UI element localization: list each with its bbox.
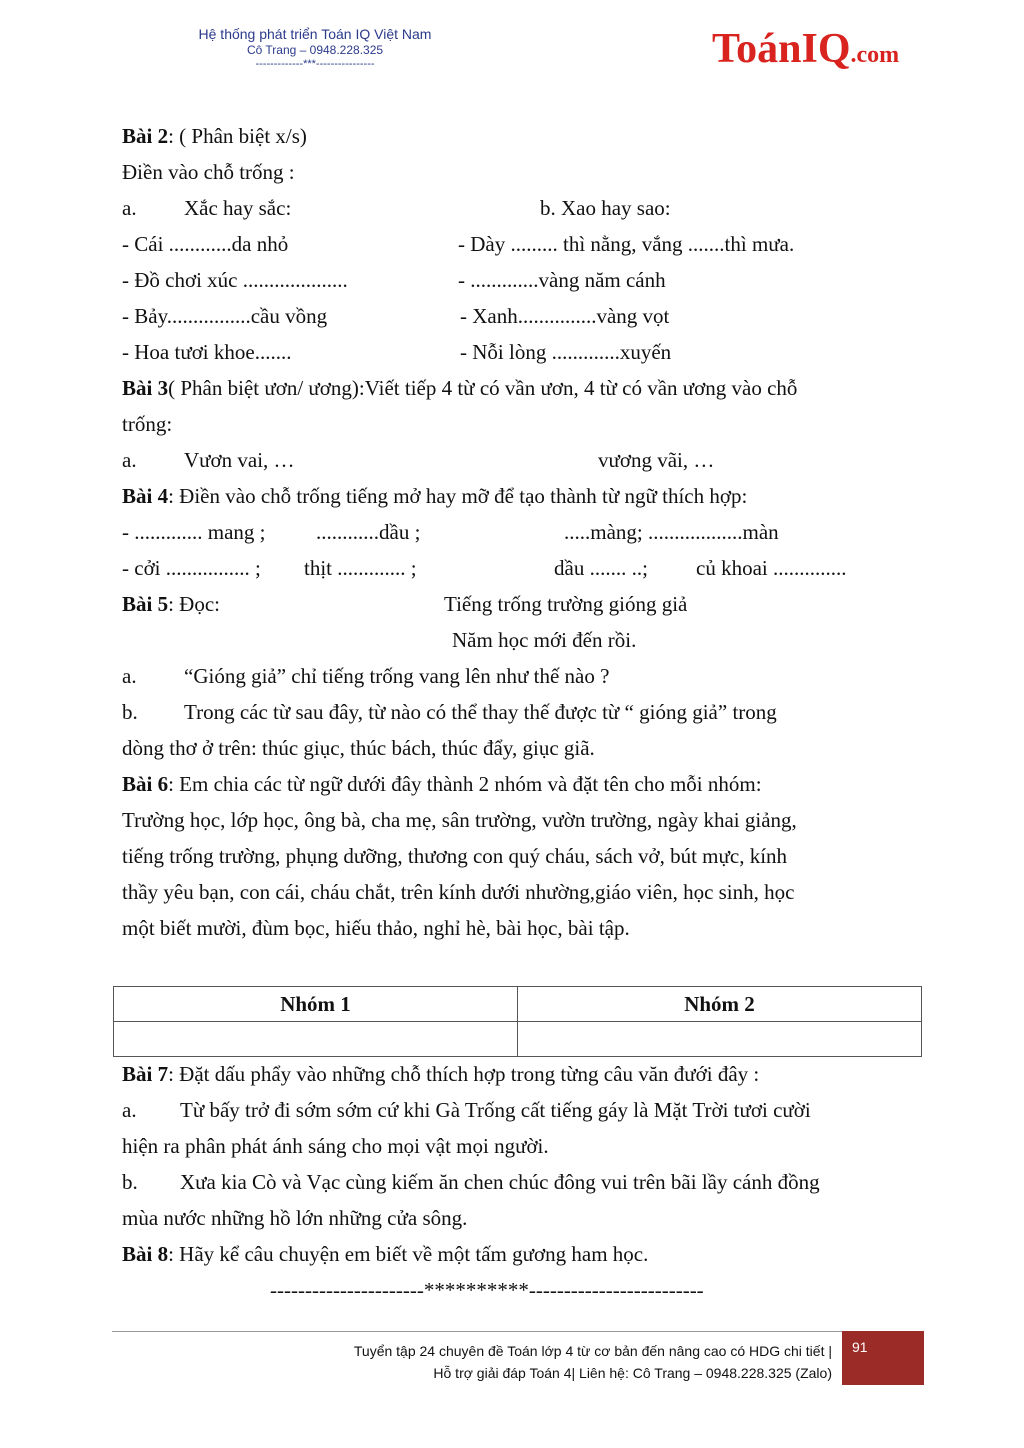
end-divider: ----------------------**********------------------------- xyxy=(270,1278,704,1302)
exercise-body-2 xyxy=(122,1056,922,1308)
bai7-a-cont: hiện ra phân phát ánh sáng cho mọi vật mọi người. xyxy=(122,1134,549,1158)
page-header xyxy=(150,26,480,71)
page-number: 91 xyxy=(852,1339,868,1355)
exercise-body xyxy=(122,118,922,946)
bai2-row: - Cái ............da nhỏ - Dày ......... thì nằng, vắng .......thì mưa. xyxy=(122,232,795,256)
bai2-heading: Bài 2: ( Phân biệt x/s) xyxy=(122,124,307,148)
bai7-b: b. Xưa kia Cò và Vạc cùng kiếm ăn chen chúc đông vui trên bãi lầy cánh đồng xyxy=(122,1170,820,1194)
page-footer xyxy=(260,1340,832,1384)
bai3-parts: a. Vươn vai, … vương vãi, … xyxy=(122,448,715,472)
bai6-words: thầy yêu bạn, con cái, cháu chắt, trên kính dưới nhường,giáo viên, học sinh, học xyxy=(122,880,795,904)
group-header-1: Nhóm 1 xyxy=(114,987,518,1022)
bai5-poem: Năm học mới đến rồi. xyxy=(452,628,637,652)
bai4-row1: - ............. mang ; ............dầu ; .....màng; ..................màn xyxy=(122,520,779,544)
bai8-heading: Bài 8: Hãy kể câu chuyện em biết về một tấm gương ham học. xyxy=(122,1242,649,1266)
bai7-heading: Bài 7: Đặt dấu phẩy vào những chỗ thích hợp trong từng câu văn đưới đây : xyxy=(122,1062,760,1086)
group-cell-2[interactable] xyxy=(518,1022,922,1057)
bai6-words: một biết mười, đùm bọc, hiếu thảo, nghỉ hè, bài học, bài tập. xyxy=(122,916,630,940)
bai5-b-cont: dòng thơ ở trên: thúc giục, thúc bách, thúc đẩy, giục giã. xyxy=(122,736,595,760)
bai5-b: b. Trong các từ sau đây, từ nào có thể thay thế được từ “ gióng giả” trong xyxy=(122,700,777,724)
bai6-heading: Bài 6: Em chia các từ ngữ dưới đây thành 2 nhóm và đặt tên cho mỗi nhóm: xyxy=(122,772,762,796)
footer-title: Tuyển tập 24 chuyên đề Toán lớp 4 từ cơ bản đến nâng cao có HDG chi tiết | xyxy=(353,1343,832,1359)
bai2-row: - Đồ chơi xúc .................... - .............vàng năm cánh xyxy=(122,268,666,292)
header-org: Hệ thống phát triển Toán IQ Việt Nam xyxy=(198,26,432,42)
bai5-heading: Bài 5: Đọc: Tiếng trống trường gióng giả xyxy=(122,592,688,616)
bai4-heading: Bài 4: Điền vào chỗ trống tiếng mở hay mỡ để tạo thành từ ngữ thích hợp: xyxy=(122,484,748,508)
bai7-a: a. Từ bấy trở đi sớm sớm cứ khi Gà Trống cất tiếng gáy là Mặt Trời tươi cười xyxy=(122,1098,811,1122)
bai5-a: a. “Gióng giả” chỉ tiếng trống vang lên như thế nào ? xyxy=(122,664,610,688)
bai7-b-cont: mùa nước những hồ lớn những cửa sông. xyxy=(122,1206,468,1230)
page-number-box xyxy=(842,1331,924,1385)
bai4-row2: - cởi ................ ; thịt ............. ; dầu ....... ..; củ khoai .............. xyxy=(122,556,847,580)
group-cell-1[interactable] xyxy=(114,1022,518,1057)
bai6-words: Trường học, lớp học, ông bà, cha mẹ, sân trường, vườn trường, ngày khai giảng, xyxy=(122,808,797,832)
header-contact: Cô Trang – 0948.228.325 xyxy=(246,43,384,57)
header-divider: -------------***---------------- xyxy=(255,58,375,70)
bai2-parts: a. Xắc hay sắc: b. Xao hay sao: xyxy=(122,196,671,220)
logo-main: ToánIQ xyxy=(712,26,851,72)
group-table xyxy=(113,986,922,1057)
bai3-heading: Bài 3( Phân biệt ươn/ ương):Viết tiếp 4 từ có vần ươn, 4 từ có vần ương vào chỗ xyxy=(122,376,798,400)
bai3-cont: trống: xyxy=(122,412,173,436)
bai2-instruction: Điền vào chỗ trống : xyxy=(122,160,295,184)
bai2-row: - Hoa tươi khoe....... - Nỗi lòng .............xuyến xyxy=(122,340,672,364)
group-header-2: Nhóm 2 xyxy=(518,987,922,1022)
logo-suffix: .com xyxy=(850,42,900,68)
toaniq-logo xyxy=(712,26,899,78)
bai6-words: tiếng trống trường, phụng dưỡng, thương con quý cháu, sách vở, bút mực, kính xyxy=(122,844,788,868)
footer-rule xyxy=(112,1331,924,1332)
bai2-row: - Bảy................cầu vồng - Xanh...............vàng vọt xyxy=(122,304,670,328)
footer-contact: Hỗ trợ giải đáp Toán 4| Liên hệ: Cô Trang – 0948.228.325 (Zalo) xyxy=(433,1365,832,1381)
